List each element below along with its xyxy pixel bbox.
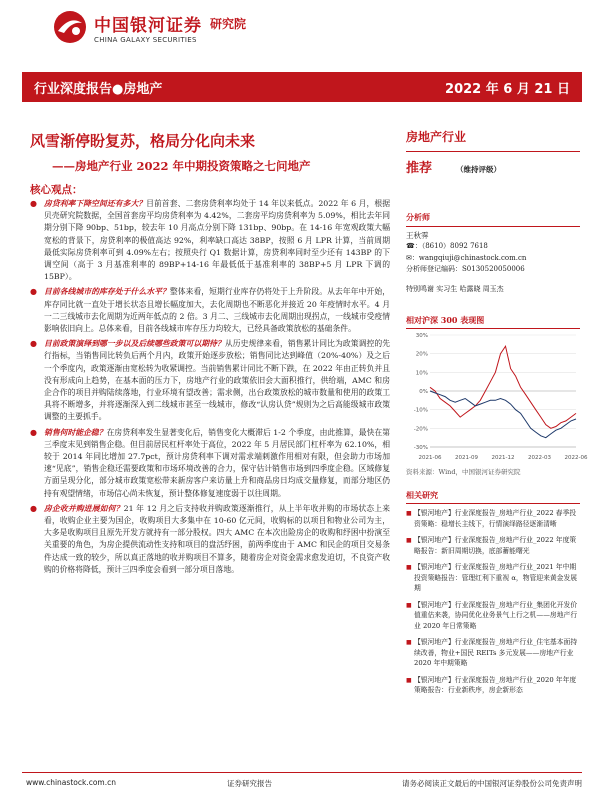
related-item[interactable]: ■ 【银河地产】行业深度报告_房地产行业_2020 年年度策略报告：行业新秩序，房企新形态 [406,675,577,694]
square-bullet-icon: ■ [406,639,412,646]
bullet-lead: 目前政策演绎到哪一步以及后续哪些政策可以期待？ [44,339,225,349]
chart-heading: 相对沪深 300 表现图 [406,315,580,329]
relative-performance-chart [406,329,588,465]
brand-name-cn: 中国银河证券 [94,15,202,36]
related-list [406,508,580,696]
bullet-marker-icon: ● [30,427,37,437]
footer-url[interactable]: www.chinastock.com.cn [26,778,116,787]
analyst-name: 王秋霁 [406,230,429,240]
x-tick-label: 2022-06 [564,455,588,461]
analyst-block [406,212,580,295]
bullet-item [28,338,390,423]
bullet-text: 21 年 12 月之后支持收并购政策逐渐推行，从上半年收并购的市场状态上来看，收购企业主要为国企，收购项目大多集中在 10-60 亿元间，收购标的以项目和物业公司为主，大多是收购项目且原先开发方就持有一部分股权。四大 AMC 在本次出险房企的收购和纾困中扮演至关重要的角色，为房企提供流动性支持和项目的盘活纾困，前两季度由于 AMC 和民企的项目交易条件达成一致的较少，所以真正落地的收并购项目不算多，随着房企对资金需求愈发迫切，不良资产收购的价格将降低，预计三四季度会看到一部分项目落地。 [44,503,391,574]
x-tick-label: 2021-09 [455,455,478,461]
rating-value: 推荐 [406,161,433,176]
series-line [430,346,576,428]
related-item[interactable]: ■ 【银河地产】行业深度报告_房地产行业_2021 年中期投资策略报告：管理红利下重视 α，物管迎来黄金发展期 [406,563,578,592]
x-tick-label: 2021-06 [418,455,442,461]
related-item[interactable]: ■ 【银河地产】行业深度报告_房地产行业_2022 春季投资策略：稳增长主线下，行情演绎路径逐渐清晰 [406,509,577,528]
bullet-text: 目前首套、二套房贷利率均处于 14 年以来低点。2022 年 6 月，根据贝壳研究院数据，全国首套房平均房贷利率为 4.42%，二套房平均房贷利率为 5.09%，相比去年同期分别下降 90bp、51bp，较去年 10 月高点分别下降 131bp、90bp。在 14-16 年宽观政策大幅宽松的背景下，房贷利率的极值高达 92%，利率缺口高达 38BP，按照 6 月 LPR 计算，当前周期最低实际房贷利率可到 4.09%左右；按照央行 Q1 数据计算，房贷利率同时至少还有 143BP 的下调空间（高于 3 月基准利率的 89BP+14-16 年最低低于基准利率的 38BP+5 月 LPR 下调的 15BP）。 [44,199,390,282]
bullet-lead: 房企收并购进展如何？ [44,503,124,513]
square-bullet-icon: ■ [406,510,412,517]
report-header-bar [22,72,582,102]
footer-center: 证券研究报告 [227,779,272,788]
analyst-cert: 分析师登记编码：S0130520050006 [406,265,525,273]
x-tick-label: 2021-12 [491,455,515,461]
y-tick-label: 0% [419,389,428,395]
sector-name: 房地产行业 [406,130,467,144]
related-heading: 相关研究 [406,490,580,504]
analyst-email[interactable]: ✉：wangqiuji@chinastock.com.cn [406,253,527,262]
bullet-marker-icon: ● [30,199,37,208]
bullet-item [28,427,390,500]
related-item[interactable]: ■ 【银河地产】行业深度报告_房地产行业_住宅基本面持续改善，物业+国民 REITs 多元发展——房地产行业 2020 年中期策略 [406,638,578,667]
rating-note: （维持评级） [456,165,502,174]
y-tick-label: 30% [415,333,428,339]
divider [406,151,580,152]
bullet-item [28,286,390,335]
related-item[interactable]: ■ 【银河地产】行业深度报告_房地产行业_2022 年度策略报告：新旧周期切换，底部蓄能曙光 [406,536,577,555]
y-tick-label: 20% [415,351,428,358]
bullet-text: 在房贷利率发生显著变化后，销售变化大概滞后 1-2 个季度，由此推算，最快在第三季度末见到销售企稳。但目前居民杠杆率处于高位，2022 年 5 月居民部门杠杆率为 62.10%，相较于 2014 年同比增加 27.7pct，预计房贷利率下调对需求端刺激作用相对有限，但会助力市场加速“见底”，销售企稳还需要政策和市场环境改善的合力，保守估计销售市场到四季度企稳。区域修复方面呈现分化，部分城市政策宽松带来新房客户来访量上升和商品房日均成交量修复，而部分地区仍持有观望情绪，市场信心尚未恢复，预计整体修复速度弱于以往周期。 [44,427,391,498]
analyst-phone: ☎：（8610）8092 7618 [406,242,488,250]
acknowledgement: 特别鸣谢 实习生 哈露晓 周玉杰 [406,284,504,293]
x-tick-label: 2022-03 [528,455,551,461]
bullet-text: 从历史规律来看，销售累计同比为政策调控的先行指标，当销售同比转负后两个月内，政策开始逐步放松；销售同比达到峰值（20%-40%）及之后一个季度内，政策逐渐由宽松转为收紧调控。当前销售累计同比不断下跌，在 2022 年由正转负并且没有形成向上趋势，在基本面的压力下，房地产行业的政策依旧会大面积推行，供给端，AMC 和房企合作的项目并购陆续落地，行业环境有望改善；需求侧，出台政策放松的城市数量和使用的政策工具将不断增多，并将逐渐深入到二线城市甚至一线城市，修改“认房认贷”规则为之后高能级城市政策调整的主要抓手。 [44,339,391,422]
rating-row [406,157,580,176]
y-tick-label: -30% [413,445,428,451]
related-item[interactable]: ■ 【银河地产】行业深度报告_房地产行业_集团化开发价值重估来袭，协同优化业务景气上行之机——房地产行业 2020 年日常策略 [406,600,578,630]
y-tick-label: -10% [413,407,428,414]
main-content [28,198,390,576]
core-viewpoints-label: 核心观点： [30,184,83,196]
brand-logo [52,6,246,48]
report-subtitle: ——房地产行业 2022 年中期投资策略之七问地产 [52,159,311,173]
report-date: 2022 年 6 月 21 日 [445,81,570,97]
chart-svg [406,329,588,465]
square-bullet-icon: ■ [406,676,412,684]
square-bullet-icon: ■ [406,601,412,609]
bullet-marker-icon: ● [30,503,37,513]
report-title: 风雪渐停盼复苏，格局分化向未来 [30,132,256,150]
bullet-item [28,503,390,576]
bullet-lead: 销售何时能企稳？ [44,427,107,437]
bullet-text: 整体来看，短期行业库存仍将处于上升阶段。从去年年中开始，库存同比就一直处于增长状态且增长幅度加大，去化周期也不断恶化并接近 20 年疫情时水平。4 月一二三线城市去化周期为近两年低点的 2 倍。3 月二、三线城市去化周期出现拐点，一线城市受疫情影响依旧向上。总体来看，目前各线城市库存压力均较大，已经具备政策放松的基础条件。 [44,287,390,334]
bullet-lead: 目前各线城市的库存处于什么水平？ [44,287,170,297]
bullet-lead: 房贷利率下降空间还有多大？ [44,199,147,208]
footer-divider [22,772,582,773]
bullet-marker-icon: ● [30,339,37,349]
report-type: 行业深度报告●房地产 [34,81,163,97]
analyst-heading: 分析师 [406,212,580,227]
y-tick-label: 10% [415,370,428,377]
galaxy-logo-icon [52,9,88,45]
square-bullet-icon: ■ [406,537,412,544]
brand-name-en: CHINA GALAXY SECURITIES [94,35,197,44]
institute-label: 研究院 [210,16,247,31]
square-bullet-icon: ■ [406,564,412,571]
bullet-item [28,198,390,283]
sidebar [406,128,588,702]
bullet-marker-icon: ● [30,287,37,297]
chart-source: 资料来源：Wind，中国银河证券研究院 [406,468,521,476]
series-line [430,391,576,438]
y-tick-label: -20% [413,426,428,433]
footer-disclaimer: 请务必阅读正文最后的中国银河证券股份公司免责声明 [402,779,582,788]
